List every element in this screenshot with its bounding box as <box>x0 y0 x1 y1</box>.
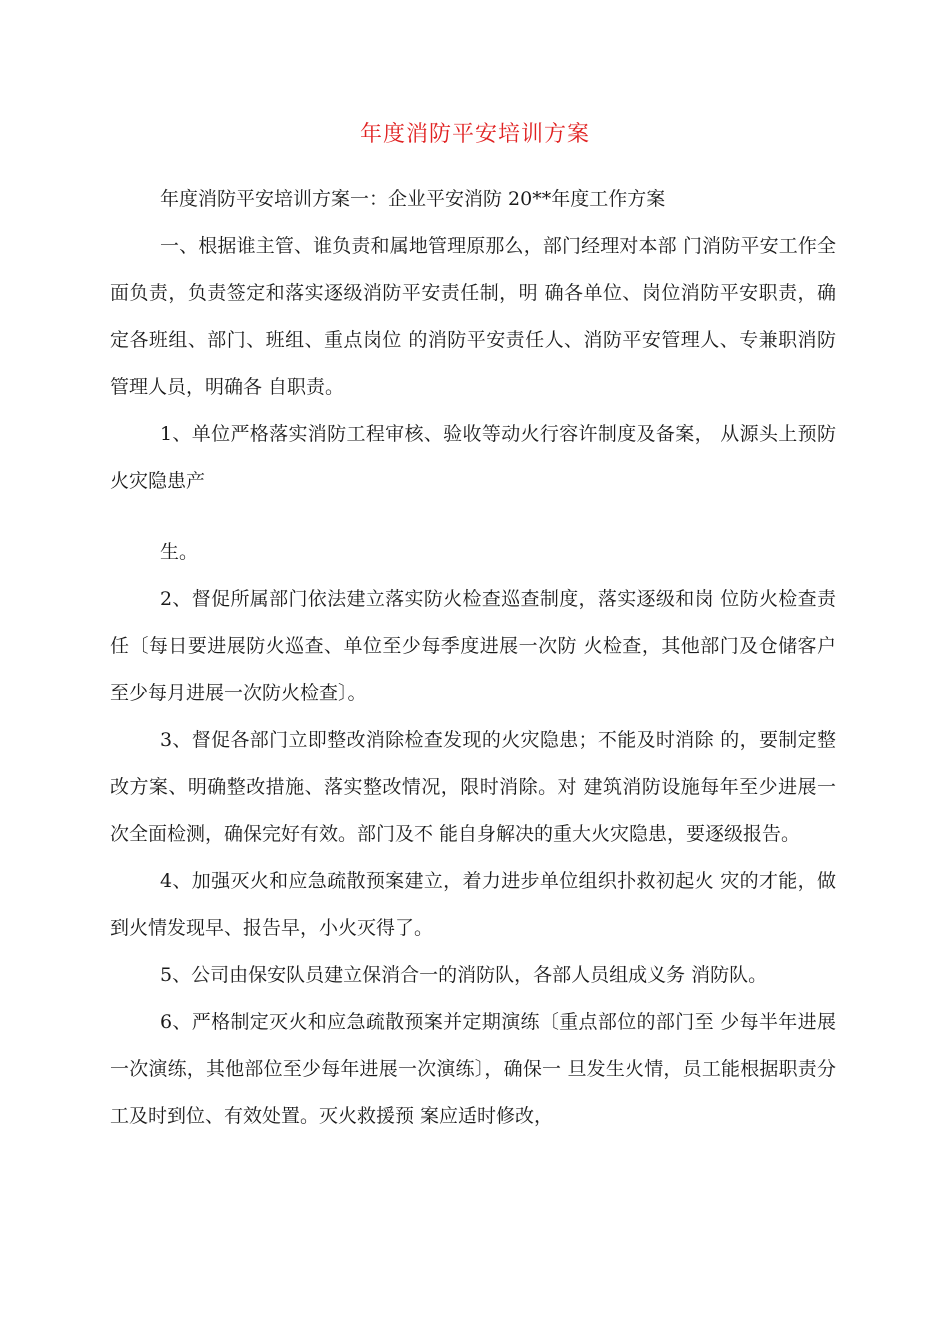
document-body <box>110 176 836 1140</box>
paragraph-item-3: 3、督促各部门立即整改消除检查发现的火灾隐患；不能及时消除 的，要制定整改方案、明确整改措施、落实整改情况，限时消除。对 建筑消防设施每年至少进展一次全面检测，确保完好有效。部门及不 能自身解决的重大火灾隐患，要逐级报告。 <box>110 729 836 845</box>
paragraph-section-1: 一、根据谁主管、谁负责和属地管理原那么，部门经理对本部 门消防平安工作全面负责，负责签定和落实逐级消防平安责任制，明 确各单位、岗位消防平安职责，确定各班组、部门、班组、重点岗位 的消防平安责任人、消防平安管理人、专兼职消防管理人员，明确各 自职责。 <box>110 235 836 398</box>
paragraph-item-1: 1、单位严格落实消防工程审核、验收等动火行容许制度及备案， 从源头上预防火灾隐患产 <box>110 423 836 492</box>
document-title: 年度消防平安培训方案 <box>359 122 590 147</box>
paragraph-item-5: 5、公司由保安队员建立保消合一的消防队，各部人员组成义务 消防队。 <box>160 964 768 986</box>
paragraph-intro: 年度消防平安培训方案一：企业平安消防 20**年度工作方案 <box>160 188 666 210</box>
paragraph-item-2: 2、督促所属部门依法建立落实防火检查巡查制度，落实逐级和岗 位防火检查责任〔每日要进展防火巡查、单位至少每季度进展一次防 火检查，其他部门及仓储客户至少每月进展一次防火检查〕。 <box>110 588 836 704</box>
paragraph-item-1-continued: 生。 <box>160 541 199 563</box>
paragraph-item-4: 4、加强灭火和应急疏散预案建立，着力进步单位组织扑救初起火 灾的才能，做到火情发现早、报告早，小火灭得了。 <box>110 870 836 939</box>
paragraph-item-6: 6、严格制定灭火和应急疏散预案并定期演练〔重点部位的部门至 少每半年进展一次演练，其他部位至少每年进展一次演练〕，确保一 旦发生火情，员工能根据职责分工及时到位、有效处置。灭火救援预 案应适时修改， <box>110 1011 836 1127</box>
